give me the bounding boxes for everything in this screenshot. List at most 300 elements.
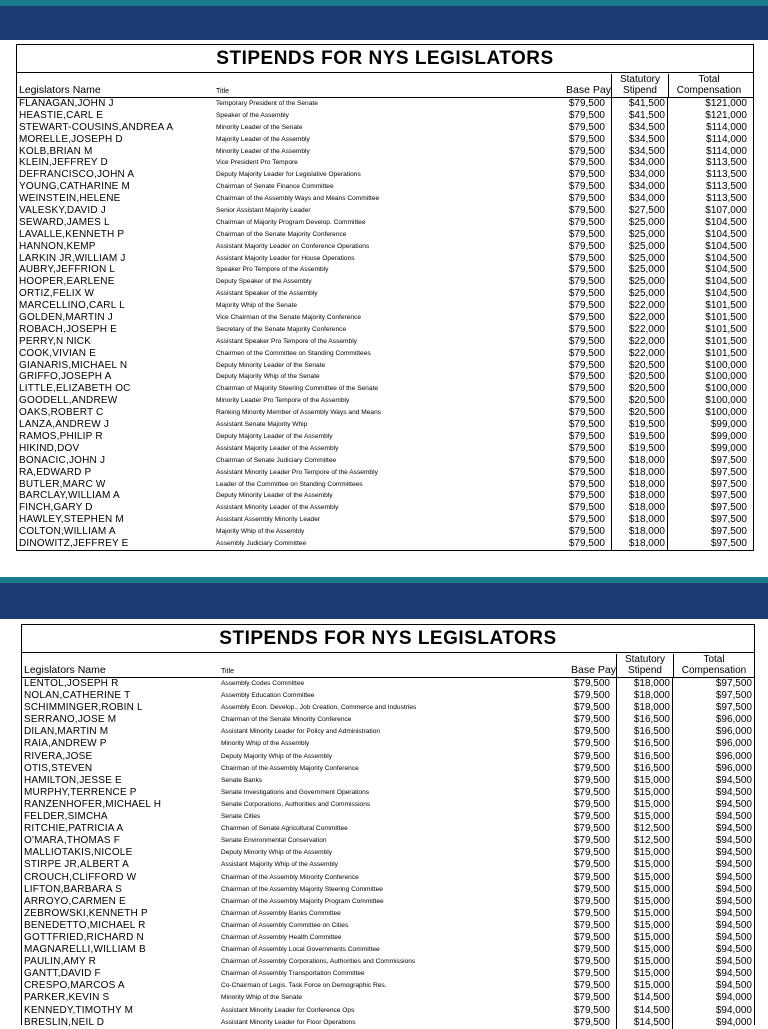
table-row bbox=[17, 383, 753, 395]
base-pay: $79,500 bbox=[568, 359, 605, 371]
total-compensation: $104,500 bbox=[705, 276, 747, 288]
legislator-name: GOODELL,ANDREW bbox=[19, 395, 118, 407]
statutory-stipend: $18,000 bbox=[628, 490, 665, 502]
legislator-name: ARROYO,CARMEN E bbox=[24, 895, 126, 907]
legislator-title: Assistant Majority Leader on Conference Operations bbox=[216, 242, 370, 250]
statutory-stipend: $15,000 bbox=[633, 811, 670, 823]
table-row bbox=[22, 980, 754, 992]
legislator-title: Chairman of Assembly Corporations, Authorities and Commissions bbox=[221, 958, 416, 966]
statutory-stipend: $25,000 bbox=[628, 216, 665, 228]
total-compensation: $97,500 bbox=[710, 490, 747, 502]
base-pay: $79,500 bbox=[568, 335, 605, 347]
legislator-title: Assembly Education Committee bbox=[221, 692, 315, 700]
base-pay: $79,500 bbox=[573, 762, 610, 774]
statutory-stipend: $15,000 bbox=[633, 859, 670, 871]
legislator-title: Minority Leader Pro Tempore of the Assembly bbox=[216, 397, 350, 405]
statutory-stipend: $34,500 bbox=[628, 133, 665, 145]
legislator-name: WEINSTEIN,HELENE bbox=[19, 193, 121, 205]
legislator-name: ROBACH,JOSEPH E bbox=[19, 323, 118, 335]
total-compensation: $94,500 bbox=[715, 811, 752, 823]
statutory-stipend: $15,000 bbox=[633, 883, 670, 895]
table-row bbox=[17, 122, 753, 134]
statutory-stipend: $22,000 bbox=[628, 347, 665, 359]
table-row bbox=[22, 908, 754, 920]
base-pay: $79,500 bbox=[573, 907, 610, 919]
legislator-name: HOOPER,EARLENE bbox=[19, 276, 115, 288]
table-row bbox=[22, 1017, 754, 1029]
total-compensation: $97,500 bbox=[710, 454, 747, 466]
table-row bbox=[17, 371, 753, 383]
header-title: Title bbox=[221, 668, 234, 675]
legislator-title: Speaker Pro Tempore of the Assembly bbox=[216, 266, 329, 274]
header-total-line1: Total bbox=[698, 74, 720, 85]
legislator-name: MAGNARELLI,WILLIAM B bbox=[24, 944, 146, 956]
total-compensation: $97,500 bbox=[710, 537, 747, 549]
header-statutory-stipend bbox=[611, 74, 669, 98]
table-row bbox=[17, 98, 753, 110]
table-row bbox=[22, 690, 754, 702]
table-row bbox=[17, 407, 753, 419]
legislator-name: RITCHIE,PATRICIA A bbox=[24, 823, 124, 835]
top-banner bbox=[0, 0, 768, 40]
legislator-title: Speaker of the Assembly bbox=[216, 111, 289, 119]
legislator-title: Assistant Assembly Minority Leader bbox=[216, 516, 321, 524]
base-pay: $79,500 bbox=[573, 738, 610, 750]
total-compensation: $113,500 bbox=[706, 181, 747, 193]
statutory-stipend: $18,000 bbox=[628, 454, 665, 466]
legislator-name: RAMOS,PHILIP R bbox=[19, 430, 103, 442]
base-pay: $79,500 bbox=[568, 145, 605, 157]
legislator-title: Majority Whip of the Senate bbox=[216, 302, 297, 310]
table-row bbox=[22, 702, 754, 714]
legislator-title: Chairman of the Senate Minority Conference bbox=[221, 716, 352, 724]
base-pay: $79,500 bbox=[568, 228, 605, 240]
table-row bbox=[17, 205, 753, 217]
statutory-stipend: $18,000 bbox=[628, 537, 665, 549]
statutory-stipend: $15,000 bbox=[633, 798, 670, 810]
total-compensation: $96,000 bbox=[715, 726, 752, 738]
legislator-name: HEASTIE,CARL E bbox=[19, 109, 104, 121]
base-pay: $79,500 bbox=[573, 823, 610, 835]
table-row bbox=[17, 502, 753, 514]
legislator-name: AUBRY,JEFFRION L bbox=[19, 264, 116, 276]
legislator-name: PERRY,N NICK bbox=[19, 335, 92, 347]
legislator-name: HIKIND,DOV bbox=[19, 442, 80, 454]
statutory-stipend: $18,000 bbox=[633, 678, 670, 689]
legislator-name: SCHIMMINGER,ROBIN L bbox=[24, 702, 143, 714]
banner-bar bbox=[0, 583, 768, 619]
total-compensation: $94,000 bbox=[715, 1016, 752, 1028]
legislator-name: PAULIN,AMY R bbox=[24, 956, 97, 968]
legislator-name: STEWART-COUSINS,ANDREA A bbox=[19, 121, 174, 133]
total-compensation: $97,500 bbox=[710, 478, 747, 490]
statutory-stipend: $22,000 bbox=[628, 323, 665, 335]
total-compensation: $94,500 bbox=[715, 847, 752, 859]
legislator-title: Vice Chairman of the Senate Majority Conference bbox=[216, 314, 362, 322]
table-row bbox=[17, 134, 753, 146]
table-row bbox=[17, 419, 753, 431]
base-pay: $79,500 bbox=[573, 811, 610, 823]
legislator-title: Assembly Judiciary Committee bbox=[216, 539, 307, 547]
legislator-name: BRESLIN,NEIL D bbox=[24, 1016, 105, 1028]
statutory-stipend: $16,500 bbox=[633, 750, 670, 762]
base-pay: $79,500 bbox=[568, 454, 605, 466]
legislator-title: Chairman of the Assembly Majority Program Committee bbox=[221, 897, 384, 905]
legislator-title: Majority Leader of the Assembly bbox=[216, 135, 310, 143]
header-total-compensation bbox=[667, 74, 751, 98]
statutory-stipend: $19,500 bbox=[628, 430, 665, 442]
table-row bbox=[22, 799, 754, 811]
table-row bbox=[17, 538, 753, 550]
total-compensation: $94,500 bbox=[715, 980, 752, 992]
legislator-name: MARCELLINO,CARL L bbox=[19, 300, 125, 312]
total-compensation: $94,500 bbox=[715, 931, 752, 943]
table-row bbox=[17, 217, 753, 229]
statutory-stipend: $12,500 bbox=[633, 835, 670, 847]
legislator-name: GOLDEN,MARTIN J bbox=[19, 312, 113, 324]
base-pay: $79,500 bbox=[568, 193, 605, 205]
legislator-name: KOLB,BRIAN M bbox=[19, 145, 93, 157]
header-statutory-line1: Statutory bbox=[619, 74, 661, 85]
base-pay: $79,500 bbox=[573, 678, 610, 689]
base-pay: $79,500 bbox=[568, 240, 605, 252]
table-row bbox=[22, 847, 754, 859]
table-row bbox=[22, 823, 754, 835]
total-compensation: $94,000 bbox=[715, 1004, 752, 1016]
header-total-line1: Total bbox=[703, 654, 725, 665]
legislator-title: Chairman of Majority Program Develop. Committee bbox=[216, 218, 366, 226]
table-row bbox=[17, 146, 753, 158]
legislator-name: BONACIC,JOHN J bbox=[19, 454, 106, 466]
base-pay: $79,500 bbox=[568, 288, 605, 300]
base-pay: $79,500 bbox=[573, 859, 610, 871]
total-compensation: $104,500 bbox=[705, 264, 747, 276]
legislator-name: NOLAN,CATHERINE T bbox=[24, 690, 131, 702]
base-pay: $79,500 bbox=[573, 1004, 610, 1016]
header-total-compensation bbox=[672, 654, 756, 678]
statutory-stipend: $19,500 bbox=[628, 419, 665, 431]
base-pay: $79,500 bbox=[573, 714, 610, 726]
table-row bbox=[17, 312, 753, 324]
legislator-title: Deputy Majority Whip of the Senate bbox=[216, 373, 320, 381]
base-pay: $79,500 bbox=[568, 430, 605, 442]
total-compensation: $96,000 bbox=[715, 762, 752, 774]
total-compensation: $97,500 bbox=[710, 502, 747, 514]
total-compensation: $97,500 bbox=[715, 702, 752, 714]
total-compensation: $121,000 bbox=[705, 109, 747, 121]
base-pay: $79,500 bbox=[573, 895, 610, 907]
statutory-stipend: $15,000 bbox=[633, 968, 670, 980]
base-pay: $79,500 bbox=[568, 395, 605, 407]
table-row bbox=[17, 241, 753, 253]
statutory-stipend: $25,000 bbox=[628, 276, 665, 288]
legislator-name: BARCLAY,WILLIAM A bbox=[19, 490, 120, 502]
legislator-title: Chairman of the Assembly Majority Steering Committee bbox=[221, 885, 383, 893]
statutory-stipend: $22,000 bbox=[628, 300, 665, 312]
statutory-stipend: $34,500 bbox=[628, 121, 665, 133]
total-compensation: $94,500 bbox=[715, 968, 752, 980]
table-row bbox=[17, 157, 753, 169]
table-row bbox=[22, 872, 754, 884]
legislator-name: SEWARD,JAMES L bbox=[19, 216, 110, 228]
base-pay: $79,500 bbox=[573, 786, 610, 798]
legislator-name: HANNON,KEMP bbox=[19, 240, 96, 252]
table-row bbox=[17, 169, 753, 181]
table-row bbox=[22, 738, 754, 750]
legislator-title: Chairman of Assembly Transportation Committee bbox=[221, 970, 365, 978]
total-compensation: $97,500 bbox=[710, 514, 747, 526]
table-row bbox=[22, 992, 754, 1004]
total-compensation: $99,000 bbox=[710, 430, 747, 442]
table-row bbox=[17, 455, 753, 467]
statutory-stipend: $20,500 bbox=[628, 383, 665, 395]
legislator-title: Vice President Pro Tempore bbox=[216, 159, 298, 167]
base-pay: $79,500 bbox=[568, 371, 605, 383]
statutory-stipend: $18,000 bbox=[628, 514, 665, 526]
base-pay: $79,500 bbox=[568, 121, 605, 133]
total-compensation: $104,500 bbox=[705, 216, 747, 228]
total-compensation: $113,500 bbox=[706, 193, 747, 205]
legislator-title: Assistant Majority Leader of the Assembly bbox=[216, 444, 339, 452]
legislator-title: Deputy Minority Whip of the Assembly bbox=[221, 849, 333, 857]
legislator-name: MORELLE,JOSEPH D bbox=[19, 133, 123, 145]
legislator-title: Senior Assistant Majority Leader bbox=[216, 207, 311, 215]
total-compensation: $94,500 bbox=[715, 895, 752, 907]
statutory-stipend: $14,500 bbox=[633, 992, 670, 1004]
base-pay: $79,500 bbox=[568, 502, 605, 514]
table-row bbox=[22, 932, 754, 944]
legislator-title: Chairmen of Senate Agricultural Committee bbox=[221, 825, 348, 833]
base-pay: $79,500 bbox=[568, 347, 605, 359]
legislator-title: Minority Leader of the Senate bbox=[216, 123, 303, 131]
total-compensation: $94,500 bbox=[715, 871, 752, 883]
statutory-stipend: $22,000 bbox=[628, 312, 665, 324]
base-pay: $79,500 bbox=[573, 750, 610, 762]
header-total-line2: Compensation bbox=[681, 665, 747, 676]
base-pay: $79,500 bbox=[568, 300, 605, 312]
header-statutory-stipend bbox=[616, 654, 674, 678]
statutory-stipend: $16,500 bbox=[633, 714, 670, 726]
table-body bbox=[17, 98, 753, 550]
statutory-stipend: $18,000 bbox=[633, 702, 670, 714]
legislator-name: GANTT,DAVID F bbox=[24, 968, 101, 980]
total-compensation: $104,500 bbox=[705, 252, 747, 264]
legislator-name: PARKER,KEVIN S bbox=[24, 992, 110, 1004]
statutory-stipend: $15,000 bbox=[633, 847, 670, 859]
legislator-name: RANZENHOFER,MICHAEL H bbox=[24, 798, 162, 810]
base-pay: $79,500 bbox=[568, 514, 605, 526]
legislator-title: Assistant Speaker Pro Tempore of the Assembly bbox=[216, 337, 357, 345]
legislator-title: Chairman of Assembly Banks Committee bbox=[221, 909, 341, 917]
legislator-title: Senate Cities bbox=[221, 813, 261, 821]
statutory-stipend: $25,000 bbox=[628, 228, 665, 240]
base-pay: $79,500 bbox=[573, 883, 610, 895]
statutory-stipend: $20,500 bbox=[628, 371, 665, 383]
legislator-name: ZEBROWSKI,KENNETH P bbox=[24, 907, 148, 919]
total-compensation: $100,000 bbox=[705, 359, 747, 371]
legislator-name: MALLIOTAKIS,NICOLE bbox=[24, 847, 133, 859]
table-row bbox=[17, 253, 753, 265]
statutory-stipend: $20,500 bbox=[628, 395, 665, 407]
table-body bbox=[22, 678, 754, 1029]
base-pay: $79,500 bbox=[568, 407, 605, 419]
legislator-name: GRIFFO,JOSEPH A bbox=[19, 371, 112, 383]
statutory-stipend: $18,000 bbox=[628, 466, 665, 478]
legislator-title: Chairman of Assembly Committee on Cities bbox=[221, 921, 349, 929]
legislator-name: O'MARA,THOMAS F bbox=[24, 835, 121, 847]
legislator-name: FELDER,SIMCHA bbox=[24, 811, 108, 823]
base-pay: $79,500 bbox=[573, 980, 610, 992]
base-pay: $79,500 bbox=[573, 835, 610, 847]
total-compensation: $94,500 bbox=[715, 786, 752, 798]
total-compensation: $99,000 bbox=[710, 442, 747, 454]
statutory-stipend: $14,500 bbox=[633, 1016, 670, 1028]
base-pay: $79,500 bbox=[573, 690, 610, 702]
statutory-stipend: $41,500 bbox=[628, 98, 665, 109]
total-compensation: $114,000 bbox=[706, 121, 747, 133]
total-compensation: $100,000 bbox=[705, 371, 747, 383]
header-statutory-line1: Statutory bbox=[624, 654, 666, 665]
legislator-name: FINCH,GARY D bbox=[19, 502, 93, 514]
total-compensation: $96,000 bbox=[715, 714, 752, 726]
legislator-title: Assistant Senate Majority Whip bbox=[216, 421, 308, 429]
legislator-title: Chairman of Majority Steering Committee of the Senate bbox=[216, 385, 378, 393]
legislator-title: Chairmen of the Committee on Standing Committees bbox=[216, 349, 371, 357]
statutory-stipend: $27,500 bbox=[628, 205, 665, 217]
legislator-name: YOUNG,CATHARINE M bbox=[19, 181, 130, 193]
base-pay: $79,500 bbox=[568, 109, 605, 121]
legislator-name: OTIS,STEVEN bbox=[24, 762, 93, 774]
header-legislators-name: Legislators Name bbox=[24, 664, 106, 676]
base-pay: $79,500 bbox=[573, 702, 610, 714]
legislator-name: SERRANO,JOSE M bbox=[24, 714, 117, 726]
table-row bbox=[22, 1005, 754, 1017]
legislator-name: OAKS,ROBERT C bbox=[19, 407, 104, 419]
total-compensation: $94,500 bbox=[715, 944, 752, 956]
total-compensation: $121,000 bbox=[705, 98, 747, 109]
base-pay: $79,500 bbox=[568, 323, 605, 335]
base-pay: $79,500 bbox=[568, 205, 605, 217]
base-pay: $79,500 bbox=[568, 181, 605, 193]
legislator-title: Chairman of the Assembly Majority Conference bbox=[221, 764, 359, 772]
statutory-stipend: $15,000 bbox=[633, 786, 670, 798]
base-pay: $79,500 bbox=[568, 466, 605, 478]
legislator-title: Assembly Codes Committee bbox=[221, 680, 305, 687]
table-row bbox=[17, 288, 753, 300]
legislator-title: Minority Whip of the Assembly bbox=[221, 740, 310, 748]
base-pay: $79,500 bbox=[568, 312, 605, 324]
total-compensation: $94,500 bbox=[715, 883, 752, 895]
legislator-title: Assistant Minority Leader for Conference Ops bbox=[221, 1006, 355, 1014]
total-compensation: $101,500 bbox=[705, 347, 747, 359]
legislator-name: RIVERA,JOSE bbox=[24, 750, 93, 762]
total-compensation: $104,500 bbox=[705, 288, 747, 300]
table-row bbox=[22, 956, 754, 968]
legislator-title: Temporary President of the Senate bbox=[216, 100, 318, 107]
table-row bbox=[17, 324, 753, 336]
legislator-title: Chairman of the Senate Majority Conference bbox=[216, 230, 347, 238]
legislator-name: MURPHY,TERRENCE P bbox=[24, 786, 137, 798]
base-pay: $79,500 bbox=[568, 383, 605, 395]
legislator-title: Ranking Minority Member of Assembly Ways and Means bbox=[216, 409, 382, 417]
total-compensation: $107,000 bbox=[705, 205, 747, 217]
legislator-name: GOTTFRIED,RICHARD N bbox=[24, 931, 144, 943]
base-pay: $79,500 bbox=[573, 871, 610, 883]
total-compensation: $94,500 bbox=[715, 956, 752, 968]
banner-bar bbox=[0, 6, 768, 40]
statutory-stipend: $41,500 bbox=[628, 109, 665, 121]
table-row bbox=[22, 884, 754, 896]
stipend-table-page-1 bbox=[16, 44, 754, 551]
table-row bbox=[17, 229, 753, 241]
total-compensation: $99,000 bbox=[710, 419, 747, 431]
table-row bbox=[17, 479, 753, 491]
table-row bbox=[22, 859, 754, 871]
table-row bbox=[22, 811, 754, 823]
total-compensation: $94,500 bbox=[715, 907, 752, 919]
legislator-name: COOK,VIVIAN E bbox=[19, 347, 97, 359]
statutory-stipend: $16,500 bbox=[633, 726, 670, 738]
legislator-title: Minority Leader of the Assembly bbox=[216, 147, 310, 155]
table-title: STIPENDS FOR NYS LEGISLATORS bbox=[17, 45, 753, 73]
base-pay: $79,500 bbox=[573, 956, 610, 968]
total-compensation: $96,000 bbox=[715, 750, 752, 762]
legislator-title: Deputy Majority Leader for Legislative Operations bbox=[216, 171, 361, 179]
legislator-name: LAVALLE,KENNETH P bbox=[19, 228, 125, 240]
legislator-name: BENEDETTO,MICHAEL R bbox=[24, 919, 146, 931]
total-compensation: $101,500 bbox=[705, 312, 747, 324]
table-row bbox=[17, 514, 753, 526]
total-compensation: $113,500 bbox=[706, 169, 747, 181]
statutory-stipend: $20,500 bbox=[628, 359, 665, 371]
base-pay: $79,500 bbox=[568, 133, 605, 145]
legislator-title: Assistant Minority Leader for Policy and Administration bbox=[221, 728, 381, 736]
legislator-title: Assistant Speaker of the Assembly bbox=[216, 290, 318, 298]
base-pay: $79,500 bbox=[573, 847, 610, 859]
table-row bbox=[17, 443, 753, 455]
base-pay: $79,500 bbox=[573, 944, 610, 956]
legislator-title: Minority Whip of the Senate bbox=[221, 994, 302, 1002]
header-statutory-line2: Stipend bbox=[623, 85, 657, 96]
base-pay: $79,500 bbox=[568, 252, 605, 264]
legislator-name: HAWLEY,STEPHEN M bbox=[19, 514, 124, 526]
table-row bbox=[17, 193, 753, 205]
table-row bbox=[17, 467, 753, 479]
statutory-stipend: $16,500 bbox=[633, 738, 670, 750]
legislator-name: ORTIZ,FELIX W bbox=[19, 288, 95, 300]
statutory-stipend: $34,000 bbox=[628, 181, 665, 193]
statutory-stipend: $25,000 bbox=[628, 252, 665, 264]
table-row bbox=[17, 395, 753, 407]
table-row bbox=[22, 775, 754, 787]
base-pay: $79,500 bbox=[573, 1016, 610, 1028]
total-compensation: $100,000 bbox=[705, 395, 747, 407]
statutory-stipend: $25,000 bbox=[628, 288, 665, 300]
legislator-title: Assistant Minority Leader of the Assembly bbox=[216, 504, 339, 512]
statutory-stipend: $34,000 bbox=[628, 193, 665, 205]
statutory-stipend: $18,000 bbox=[628, 478, 665, 490]
legislator-title: Assistant Majority Leader for House Operations bbox=[216, 254, 355, 262]
total-compensation: $94,000 bbox=[715, 992, 752, 1004]
table-row bbox=[22, 726, 754, 738]
legislator-title: Chairman of the Assembly Ways and Means Committee bbox=[216, 195, 380, 203]
table-row bbox=[17, 336, 753, 348]
statutory-stipend: $15,000 bbox=[633, 895, 670, 907]
legislator-title: Senate Banks bbox=[221, 776, 263, 784]
legislator-title: Majority Whip of the Assembly bbox=[216, 528, 305, 536]
legislator-name: VALESKY,DAVID J bbox=[19, 205, 106, 217]
legislator-title: Senate Corporations, Authorities and Commissions bbox=[221, 800, 371, 808]
